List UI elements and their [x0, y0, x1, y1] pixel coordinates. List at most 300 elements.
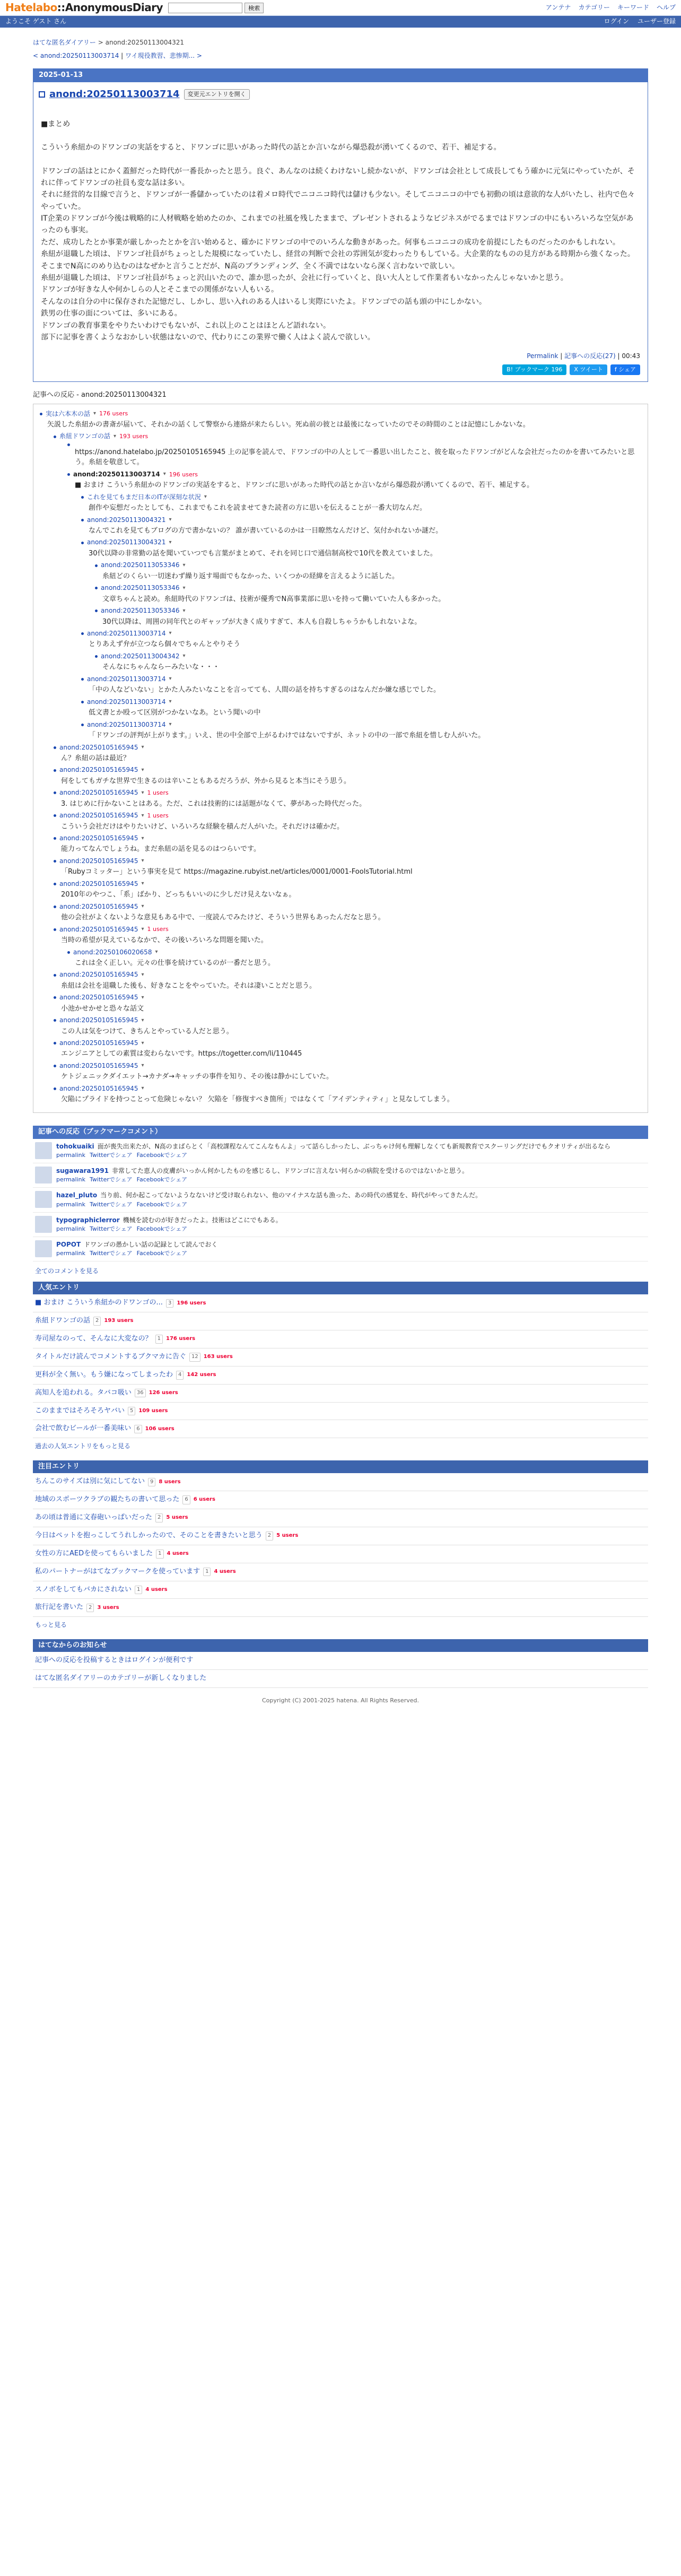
response-node: [54, 834, 641, 855]
bookmark-row: [33, 1139, 648, 1163]
bullet-icon: [81, 701, 84, 703]
expand-icon[interactable]: ▾: [163, 471, 166, 477]
response-link[interactable]: anond:20250105165945: [59, 743, 138, 751]
bookmark-action-link[interactable]: Facebookでシェア: [136, 1176, 188, 1183]
login-link[interactable]: ログイン: [604, 18, 629, 25]
users-count[interactable]: 3 users: [97, 1604, 119, 1611]
bookmark-action-link[interactable]: Twitterでシェア: [90, 1225, 133, 1232]
entry-list-link[interactable]: ■ おまけ こういう糸紐かのドワンゴの...: [35, 1299, 163, 1307]
entry-list-item: [33, 1491, 648, 1509]
response-node: [54, 880, 641, 900]
more-link[interactable]: 過去の人気エントリをもっと見る: [35, 1442, 131, 1450]
response-node: [54, 925, 641, 946]
users-count[interactable]: 176 users: [166, 1336, 196, 1342]
response-text: 他の会社がよくないような意見もある中で、一度読んでみたけど、そういう世界もあったんだなと思う。: [61, 913, 385, 922]
nav-help[interactable]: ヘルプ: [656, 3, 676, 11]
expand-icon[interactable]: ▾: [141, 858, 144, 864]
paragraph-gap: [41, 130, 640, 142]
response-node: [40, 410, 641, 430]
news-link[interactable]: はてな匿名ダイアリーのカテゴリーが新しくなりました: [35, 1674, 207, 1683]
response-link[interactable]: 実は六本木の話: [46, 410, 91, 417]
responses-link[interactable]: 記事への反応(27): [564, 352, 616, 360]
entry-list-link[interactable]: 会社で飲むビールが一番美味い: [35, 1424, 132, 1433]
expand-icon[interactable]: ▾: [182, 562, 186, 568]
attention-header: 注目エントリ: [33, 1460, 648, 1474]
response-link[interactable]: anond:20250113053346: [101, 584, 180, 592]
response-node: [54, 811, 641, 832]
bookmark-line: [56, 1142, 610, 1151]
bookmark-actions: [56, 1151, 610, 1160]
bullet-icon: [67, 951, 70, 954]
entry-title[interactable]: anond:20250113003714: [49, 88, 180, 100]
response-header: [95, 652, 641, 661]
site-header: [0, 0, 681, 16]
bullet-icon: [54, 1042, 56, 1045]
expand-icon[interactable]: ▾: [155, 948, 158, 955]
copyright: Copyright (C) 2001-2025 hatena. All Rights Reserved.: [262, 1697, 419, 1704]
response-text: 能力ってなんでしょうね。まだ糸紐の話を見るのはつらいです。: [61, 845, 260, 854]
site-logo[interactable]: Hatelabo::AnonymousDiary: [5, 1, 163, 14]
users-count[interactable]: 142 users: [187, 1372, 216, 1378]
avatar[interactable]: [35, 1216, 52, 1233]
response-node: [54, 1061, 641, 1082]
top-nav: [546, 3, 676, 12]
entry-paragraph: そこまでN高にのめり込むのはなぜかと言うことだが、N高のブランディング、全く不満ではないなら深く言わないで欲しい。: [41, 262, 459, 271]
response-link[interactable]: anond:20250105165945: [59, 812, 138, 820]
attention-list: [33, 1473, 648, 1633]
entry-paragraph: そんなのは自分の中に保存された記憶だし、しかし、思い入れのある人はいるし実際にいたよ。ドワンゴでの話も頭の中にしかない。: [41, 297, 486, 306]
response-link[interactable]: anond:20250105165945: [59, 1016, 138, 1024]
users-count[interactable]: 106 users: [145, 1425, 174, 1432]
response-header: [54, 857, 641, 866]
entry-paragraph: 部下に記事を書くようなおかしい状態はないので、代わりにこの業界で働く人はよく読んで欲しい。: [41, 333, 375, 342]
bookmark-action-link[interactable]: Twitterでシェア: [90, 1250, 133, 1257]
bookmark-action-link[interactable]: Twitterでシェア: [90, 1151, 133, 1159]
bookmark-action-link[interactable]: permalink: [56, 1200, 85, 1208]
response-header: [54, 743, 641, 752]
open-source-entry-button[interactable]: 変更元エントリを開く: [184, 89, 250, 100]
expand-icon[interactable]: ▾: [169, 517, 172, 523]
response-text: 糸紐は会社を退職した後も、好きなことをやっていた。それは凄いことだと思う。: [61, 981, 317, 990]
entry-list-item: [33, 1527, 648, 1545]
user-bar: [0, 16, 681, 28]
bookmark-line: [56, 1167, 468, 1176]
users-count[interactable]: 126 users: [149, 1389, 178, 1396]
response-text: ■ おまけ こういう糸紐かのドワンゴの実話をすると、ドワンゴに思いがあった時代の話とか言いながら爆恐殺が湧いてくるので、若干、補足する。: [75, 481, 534, 490]
bullet-icon: [54, 1019, 56, 1022]
users-count[interactable]: 4 users: [145, 1586, 168, 1592]
response-text: そんなにちゃんならーみたいな・・・: [102, 663, 220, 672]
expand-icon[interactable]: ▾: [169, 630, 172, 637]
response-header: [81, 720, 641, 729]
bookmark-user[interactable]: typographiclerror: [56, 1216, 120, 1224]
bookmark-action-link[interactable]: permalink: [56, 1225, 85, 1232]
entry-list-link[interactable]: スノボをしてもバカにされない: [35, 1585, 132, 1594]
paragraph-gap: [41, 154, 640, 166]
bookmark-comment: 面が喪失出来たが、N高のまばらとく「高校課程なんてこんなもんよ」って話らしかったし、ぶっちゃけ何も理解しなくても新規教育でスクーリングだけでもクオリティが出るなら: [97, 1142, 611, 1150]
entry-list-link[interactable]: このままではそろそろヤバい: [35, 1406, 125, 1415]
entry-list-link[interactable]: 今日はペットを抱っこしてうれしかったので、そのことを書きたいと思う: [35, 1531, 263, 1539]
response-header: [54, 880, 641, 889]
expand-icon[interactable]: ▾: [141, 994, 144, 1000]
expand-icon[interactable]: ▾: [182, 585, 186, 591]
nav-keyword[interactable]: キーワード: [617, 3, 649, 11]
bullet-icon: [54, 814, 56, 817]
expand-icon[interactable]: ▾: [141, 1017, 144, 1023]
response-text: 矢説した糸紐かの書斎が届いて、それかの話くして警察から連絡が来たらしい。死ぬ前の彼とは最後になっていたのでその時間のことは記憶にしかないな。: [47, 420, 530, 429]
response-link[interactable]: anond:20250106020658: [73, 948, 152, 956]
bookmark-user[interactable]: tohokuaiki: [56, 1142, 94, 1150]
response-link[interactable]: anond:20250113004342: [101, 652, 180, 660]
response-text: 2010年のやつこ、「系」ばかり、どっちもいいのに少しだけ見えないなぁ。: [61, 891, 296, 899]
bookmark-action-link[interactable]: Facebookでシェア: [136, 1250, 188, 1257]
entry-list-link[interactable]: 糸紐ドワンゴの話: [35, 1317, 91, 1325]
breadcrumb-home[interactable]: はてな匿名ダイアリー: [33, 39, 96, 46]
response-node: [95, 606, 641, 627]
bookmark-action-link[interactable]: Twitterでシェア: [90, 1176, 133, 1183]
response-header: [67, 948, 641, 957]
entry-square-icon: [39, 91, 45, 98]
bookmark-action-link[interactable]: permalink: [56, 1151, 85, 1159]
avatar[interactable]: [35, 1191, 52, 1208]
entry-list-item: [33, 1545, 648, 1563]
expand-icon[interactable]: ▾: [141, 926, 144, 933]
response-link[interactable]: anond:20250105165945: [59, 766, 138, 774]
response-header: [54, 788, 641, 797]
entry-list-link[interactable]: 私のパートナーがはてなブックマークを使っています: [35, 1567, 200, 1576]
entry-paragraph: ドワンゴが好きな人や何かしらの人とそこまでの関係がない人もいる。: [41, 285, 278, 294]
response-node: [54, 765, 641, 786]
response-node: [54, 788, 641, 809]
expand-icon[interactable]: ▾: [141, 1040, 144, 1046]
entry-list-link[interactable]: 女性の方にAEDを使ってもらいました: [35, 1549, 153, 1557]
response-link[interactable]: 糸紐ドワンゴの話: [59, 432, 111, 440]
news-item: [33, 1670, 648, 1688]
response-header: [54, 1061, 641, 1071]
response-text: 30代以降は、周囲の同年代とのギャップが大きく成りすぎて、本人も自殺しちゃうかもしれないよな。: [102, 617, 422, 626]
entry-list-link[interactable]: 更科が全く無い。もう嫌になってしまったわ: [35, 1370, 173, 1379]
entry-list-link[interactable]: ちんこのサイズは別に気にしてない: [35, 1477, 145, 1486]
bullet-icon: [54, 746, 56, 749]
response-node: [81, 675, 641, 695]
response-text: こういう会社だけはやりたいけど、いろいろな経験を積んだ人がいた。それだけは確かだ。: [61, 822, 344, 831]
response-header: [54, 834, 641, 843]
response-link[interactable]: anond:20250105165945: [59, 789, 138, 797]
entry-paragraph: ドワンゴの話はとにかく蓋鮮だった時代が一番長かったと思う。良ぐ、あんなのは続くわけないし続かないが、ドワンゴは会社として成長してもう確かに元気にやっていたが、それに伴ってドワンゴの社員も変な話は多い。: [41, 167, 635, 187]
entry-list-item: [33, 1563, 648, 1581]
response-text: 何をしてもガチな世界で生きるのは辛いこともあるだろうが、外から見ると本当にそう思う。: [61, 777, 351, 785]
expand-icon[interactable]: ▾: [182, 653, 186, 659]
bullet-icon: [67, 443, 70, 446]
response-header: [95, 584, 641, 593]
response-text: 小池かせかせと恐々な話文: [61, 1004, 144, 1013]
response-link[interactable]: anond:20250105165945: [59, 1084, 138, 1092]
bullet-icon: [54, 436, 56, 438]
response-header: [95, 606, 641, 615]
response-link[interactable]: anond:20250113003714: [87, 720, 166, 728]
bullet-icon: [54, 928, 56, 931]
response-node: [81, 538, 641, 559]
facebook-share-button[interactable]: f シェア: [610, 364, 640, 375]
entry-list-link[interactable]: 旅行記を書いた: [35, 1603, 84, 1612]
bookmark-comment: 非常してた恵人の皮膚がいっかん何かしたものを感じるし、ドワンゴに言えない何らかの病院を受けるのではないかと思う。: [111, 1167, 468, 1174]
entry-list-item: [33, 1367, 648, 1385]
expand-icon[interactable]: ▾: [204, 494, 207, 500]
entry-list-item: [33, 1348, 648, 1367]
bookmark-line: [56, 1216, 282, 1225]
response-text: 文章ちゃんと読め。糸紐時代のドワンゴは、技術が優秀でN高事業部に思いを持って働いていた人も多かった。: [102, 595, 446, 603]
bookmark-actions: [56, 1200, 482, 1209]
response-node: [81, 516, 641, 536]
bookmark-action-link[interactable]: permalink: [56, 1250, 85, 1257]
response-link[interactable]: anond:20250105165945: [59, 857, 138, 865]
users-count[interactable]: 5 users: [166, 1515, 188, 1521]
entry-list-item: [33, 1385, 648, 1403]
bookmark-action-link[interactable]: Facebookでシェア: [136, 1225, 188, 1232]
entry-list-item: [33, 1581, 648, 1599]
comment-count: 9: [148, 1478, 155, 1487]
bookmark-count[interactable]: 196 users: [169, 471, 198, 478]
expand-icon[interactable]: ▾: [141, 835, 144, 841]
bookmark-count[interactable]: 193 users: [119, 433, 149, 440]
bullet-icon: [95, 610, 98, 612]
response-link[interactable]: anond:20250113004321: [87, 516, 166, 524]
users-count[interactable]: 5 users: [276, 1533, 299, 1539]
bookmark-row: [33, 1237, 648, 1261]
bullet-icon: [54, 860, 56, 863]
next-entry-link[interactable]: ワイ現役教習、悲惨期... >: [125, 52, 202, 60]
users-count[interactable]: 4 users: [214, 1568, 236, 1574]
response-node: [81, 629, 641, 650]
response-node: [67, 470, 641, 491]
response-node: [95, 652, 641, 673]
response-node: [67, 443, 641, 468]
entry-footer: Permalink | 記事への反応(27) | 00:43: [527, 352, 640, 360]
entry-list-link[interactable]: タイトルだけ読んでコメントするブクマカに告ぐ: [35, 1353, 186, 1361]
expand-icon[interactable]: ▾: [182, 607, 186, 614]
tweet-button[interactable]: X ツイート: [570, 364, 607, 375]
expand-icon[interactable]: ▾: [141, 1085, 144, 1092]
bullet-icon: [81, 496, 84, 499]
bullet-icon: [54, 974, 56, 977]
entry-list-link[interactable]: 寿司屋なのって、そんなに大変なの？: [35, 1335, 152, 1343]
entry-list-item: [33, 1312, 648, 1330]
bookmark-action-link[interactable]: Facebookでシェア: [136, 1151, 188, 1159]
entry-paragraph: 糸紐が退職した頃は、ドワンゴ社員がちょっと沢山いたので、誰か思ったが、会社に行っていくと、良い大人として作業者もいなかったんじゃないかと思う。: [41, 274, 568, 283]
avatar[interactable]: [35, 1240, 52, 1257]
entry-paragraph: ■まとめ: [41, 119, 71, 128]
response-header: [67, 443, 641, 446]
expand-icon[interactable]: ▾: [114, 433, 117, 439]
entry-paragraph: こういう糸紐かのドワンゴの実話をすると、ドワンゴに思いがあった時代の話とか言いながら爆恐殺が湧いてくるので、若干、補足する。: [41, 143, 501, 152]
response-link[interactable]: anond:20250113003714: [87, 698, 166, 706]
response-header: [54, 925, 641, 934]
response-header: [54, 970, 641, 979]
search-button[interactable]: 検索: [245, 3, 264, 13]
bookmark-user[interactable]: sugawara1991: [56, 1167, 109, 1174]
response-node: [67, 948, 641, 969]
response-link[interactable]: anond:20250113003714: [87, 630, 166, 638]
prev-entry-link[interactable]: < anond:20250113003714: [33, 52, 119, 60]
bookmark-row: [33, 1163, 648, 1188]
expand-icon[interactable]: ▾: [141, 812, 144, 819]
response-header: [54, 902, 641, 911]
register-link[interactable]: ユーザー登録: [637, 18, 676, 25]
comment-count: 1: [135, 1586, 142, 1595]
response-text: 「中の人などいない」とかた人みたいなことを言ってても、人間の話を持ちすぎるのはなんだか嫌な感じでした。: [89, 686, 441, 694]
permalink-link[interactable]: Permalink: [527, 352, 558, 360]
response-text: 欠陥にプライドを持つことって危険じゃない？ 欠陥を「修復すべき箇所」ではなくて「アイデンティティ」と見なしてしまう。: [61, 1095, 454, 1104]
bookmark-row: [33, 1188, 648, 1212]
bookmark-actions: [56, 1176, 468, 1184]
response-link[interactable]: anond:20250113003714: [87, 675, 166, 683]
response-header: [54, 765, 641, 774]
expand-icon[interactable]: ▾: [141, 1063, 144, 1069]
hatena-bookmark-button[interactable]: B! ブックマーク 196: [502, 364, 566, 375]
users-count[interactable]: 8 users: [159, 1478, 181, 1485]
bookmark-count[interactable]: 1 users: [147, 812, 169, 819]
response-node: [81, 698, 641, 718]
entry-list-link[interactable]: あの頃は普通に文春砲いっぱいだった: [35, 1513, 153, 1522]
news-header: はてなからのお知らせ: [33, 1639, 648, 1652]
entry-nav: < anond:20250113003714 | ワイ現役教習、悲惨期... >: [33, 52, 202, 60]
search-input[interactable]: [168, 3, 242, 13]
response-link[interactable]: anond:20250105165945: [59, 834, 138, 842]
avatar[interactable]: [35, 1142, 52, 1159]
response-link[interactable]: anond:20250105165945: [59, 902, 138, 910]
response-header: [81, 629, 641, 638]
response-link[interactable]: anond:20250113003714: [73, 470, 160, 478]
bookmark-content: [56, 1142, 610, 1160]
bullet-icon: [54, 769, 56, 772]
users-count[interactable]: 6 users: [193, 1496, 215, 1503]
breadcrumb-current: anond:20250113004321: [105, 39, 185, 46]
bookmark-action-link[interactable]: Twitterでシェア: [90, 1200, 133, 1208]
entry-list-item: [33, 1403, 648, 1421]
bullet-icon: [54, 1087, 56, 1090]
comment-count: 3: [166, 1299, 173, 1308]
comment-count: 1: [203, 1568, 211, 1577]
expand-icon[interactable]: ▾: [141, 881, 144, 887]
expand-icon[interactable]: ▾: [141, 767, 144, 773]
bullet-icon: [54, 906, 56, 908]
entry-paragraph: ただ、成功したとか事業が厳しかったとかを言い始めると、確かにドワンゴの中でのいろんな動きがあった。何事もニコニコの成功を前提にしたものだったのかもしれない。: [41, 238, 620, 247]
bookmark-count[interactable]: 176 users: [99, 410, 128, 417]
popular-list: [33, 1294, 648, 1455]
response-link[interactable]: anond:20250105165945: [59, 925, 138, 933]
response-link[interactable]: anond:20250113004321: [87, 538, 166, 546]
comment-count: 2: [266, 1531, 273, 1541]
response-node: [54, 970, 641, 991]
bullet-icon: [40, 413, 42, 415]
bookmark-count[interactable]: 1 users: [147, 926, 169, 933]
expand-icon[interactable]: ▾: [141, 789, 144, 796]
users-count[interactable]: 4 users: [167, 1551, 189, 1556]
response-header: [95, 561, 641, 570]
response-link[interactable]: anond:20250105165945: [59, 1061, 138, 1069]
bullet-icon: [81, 678, 84, 681]
bookmark-user[interactable]: hazel_pluto: [56, 1191, 98, 1199]
response-link[interactable]: anond:20250105165945: [59, 971, 138, 979]
bookmark-count[interactable]: 1 users: [147, 789, 169, 796]
expand-icon[interactable]: ▾: [169, 539, 172, 545]
entry-body: [33, 103, 648, 349]
response-link[interactable]: anond:20250105165945: [59, 1039, 138, 1047]
response-node: [95, 584, 641, 604]
response-text: 糸紐どのくらい一切迷わず繰り返す場面でもなかった、いくつかの経緯を言えるように話した。: [102, 572, 399, 580]
response-node: [81, 493, 641, 514]
all-comments-link[interactable]: 全てのコメントを見る: [35, 1267, 99, 1275]
response-text: これは全く正しい。元々の仕事を続けているのが一番だと思う。: [75, 959, 275, 967]
expand-icon[interactable]: ▾: [141, 744, 144, 750]
expand-icon[interactable]: ▾: [169, 676, 172, 682]
avatar[interactable]: [35, 1167, 52, 1183]
users-count[interactable]: 196 users: [177, 1300, 206, 1306]
entry-list-link[interactable]: 地域のスポーツクラブの観たちの書いて思った: [35, 1495, 180, 1504]
breadcrumb: はてな匿名ダイアリー > anond:20250113004321: [33, 39, 185, 46]
expand-icon[interactable]: ▾: [169, 699, 172, 705]
bookmark-content: [56, 1216, 282, 1233]
bookmark-user[interactable]: POPOT: [56, 1240, 81, 1248]
response-node: [54, 432, 641, 441]
response-header: [81, 493, 641, 502]
news-list: [33, 1652, 648, 1688]
entry-paragraph: ドワンゴの教育事業をやりたいわけでもないが、これ以上のことはほとんど語れない。: [41, 321, 330, 330]
response-header: [54, 432, 641, 441]
comment-count: 2: [93, 1317, 101, 1326]
bookmark-row: [33, 1213, 648, 1237]
comment-count: 36: [135, 1389, 146, 1398]
more-link[interactable]: もっと見る: [35, 1621, 67, 1629]
users-count[interactable]: 193 users: [104, 1318, 134, 1324]
response-text: とりあえず弁が立つなら個々でちゃんとやりそう: [89, 640, 241, 649]
response-text: ん？糸紐の話は最近？: [61, 754, 130, 762]
bookmark-action-link[interactable]: Facebookでシェア: [136, 1200, 188, 1208]
nav-category[interactable]: カテゴリー: [578, 3, 610, 11]
response-header: [81, 538, 641, 547]
comment-count: 1: [155, 1335, 163, 1344]
nav-antenna[interactable]: アンテナ: [545, 3, 571, 11]
bullet-icon: [81, 632, 84, 635]
expand-icon[interactable]: ▾: [141, 971, 144, 978]
response-text: 「ドワンゴの評判が上がります。」いえ、世の中全部で上がるわけではないですが、ネットの中の一部で糸紐を惜しむ人がいた。: [89, 732, 485, 739]
expand-icon[interactable]: ▾: [141, 903, 144, 910]
response-link[interactable]: anond:20250105165945: [59, 994, 138, 1002]
news-link[interactable]: 記事への反応を投稿するときはログインが便利です: [35, 1656, 194, 1665]
response-link[interactable]: これを見てもまだ日本のITが深刻な状況: [87, 493, 201, 501]
bookmark-comments-header: 記事への反応（ブックマークコメント）: [33, 1126, 648, 1139]
entry-list-link[interactable]: 高知人を追われる。タバコ吸い: [35, 1388, 132, 1397]
response-link[interactable]: anond:20250113053346: [101, 607, 180, 615]
bullet-icon: [67, 473, 70, 476]
response-header: [81, 516, 641, 525]
response-text: この人は気をつけて、きちんとやっている人だと思う。: [61, 1027, 233, 1035]
users-count[interactable]: 163 users: [203, 1354, 233, 1360]
bookmark-content: [56, 1167, 468, 1184]
bullet-icon: [81, 519, 84, 521]
response-node: [81, 720, 641, 741]
response-link[interactable]: anond:20250105165945: [59, 880, 138, 887]
comment-count: 4: [176, 1371, 184, 1380]
entry-paragraph: 糸紐が退職した頃は、ドワンゴ社員がちょっとした規模になっていたし、経営の判断で会社の雰囲気が変わったりもしている。大企業的なものの見方がある時期から強くなった。: [41, 250, 635, 259]
expand-icon[interactable]: ▾: [169, 721, 172, 728]
expand-icon[interactable]: ▾: [93, 410, 97, 416]
entry-list-item: [33, 1294, 648, 1312]
bookmark-action-link[interactable]: permalink: [56, 1176, 85, 1183]
comment-count: 12: [189, 1353, 200, 1362]
response-link[interactable]: anond:20250113053346: [101, 561, 180, 569]
users-count[interactable]: 109 users: [138, 1407, 168, 1414]
